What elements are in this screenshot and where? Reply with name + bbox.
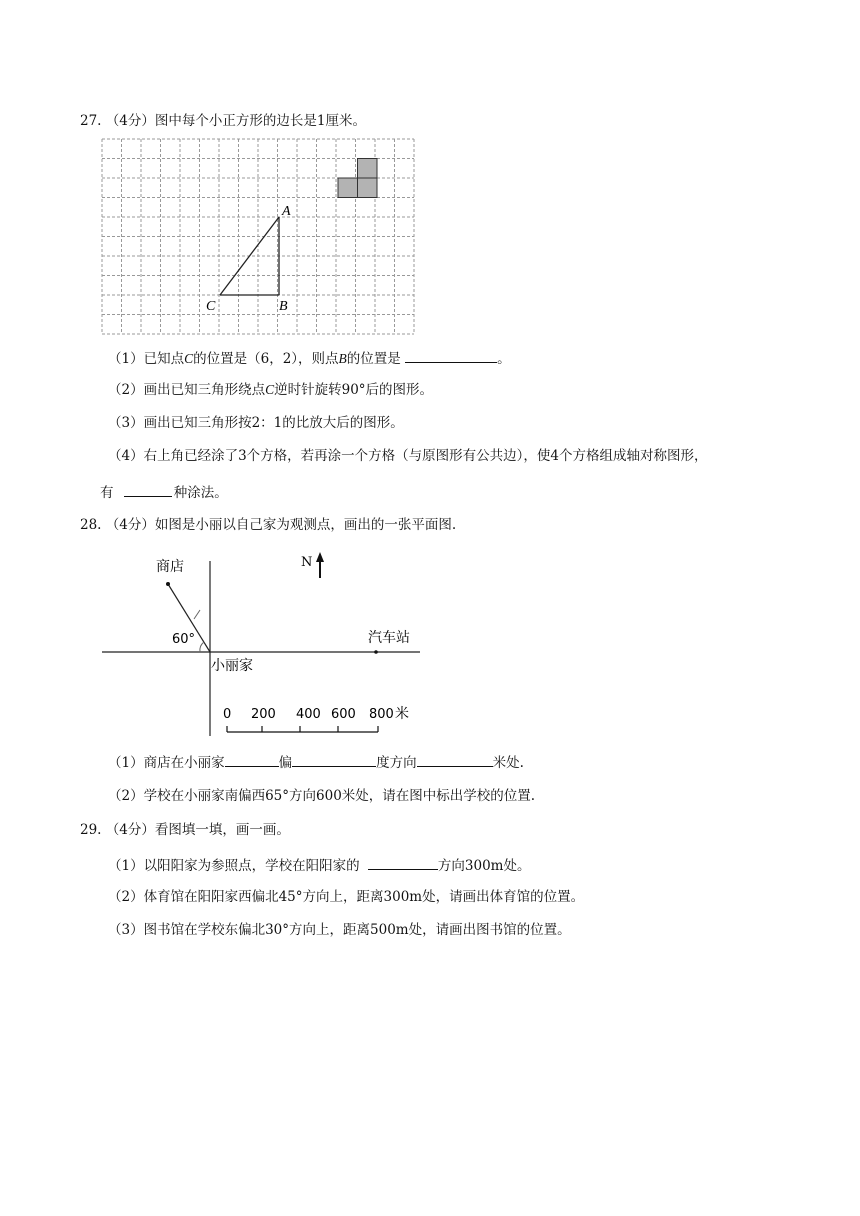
angle-label: 60° xyxy=(172,632,196,647)
q27-sub1 xyxy=(108,348,511,368)
scale-unit: 米 xyxy=(395,706,409,722)
label-a: A xyxy=(282,204,291,219)
scale-tick-800: 800 xyxy=(369,707,394,722)
q27-sub2 xyxy=(108,381,433,399)
north-label: N xyxy=(301,555,313,570)
shop-label: 商店 xyxy=(156,559,184,575)
q29-sub3 xyxy=(108,921,571,939)
q28-map-figure xyxy=(100,546,422,738)
q27-s2-point-c: C xyxy=(265,382,275,397)
q27-s4-text-a: 有 xyxy=(100,485,114,501)
scale-tick-400: 400 xyxy=(296,707,321,722)
q27-sub3 xyxy=(108,414,404,432)
bus-station-point xyxy=(374,650,378,654)
q28-s1-text-b: 偏 xyxy=(278,755,293,771)
q28-s1-blank-2[interactable] xyxy=(292,752,376,767)
q29-header xyxy=(80,821,290,839)
q28-s1-text-d: 米处. xyxy=(492,755,524,771)
q27-s4-text: （4）右上角已经涂了3个方格，若再涂一个方格（与原图形有公共边），使4个方格组成轴对称图形， xyxy=(108,448,708,464)
q28-header xyxy=(80,516,456,534)
north-arrow-icon xyxy=(316,552,324,578)
q27-s4-text-b: 种涂法。 xyxy=(173,485,228,501)
q27-s2-text-a: （2）画出已知三角形绕点 xyxy=(108,382,266,398)
q27-s2-text-c: 逆时针旋转90°后的图形。 xyxy=(274,382,434,398)
q29-s3-text: （3）图书馆在学校东偏北30°方向上，距离500m处，请画出图书馆的位置。 xyxy=(108,922,571,938)
scale-tick-200: 200 xyxy=(251,707,276,722)
q27-s1-answer-blank[interactable] xyxy=(405,348,497,363)
q27-s1-point-b: B xyxy=(338,351,347,366)
q27-header xyxy=(80,112,366,130)
q29-points: （4分） xyxy=(105,822,155,838)
q28-s1-text-c: 度方向 xyxy=(376,755,417,771)
shaded-squares xyxy=(338,159,377,198)
q28-number: 28. xyxy=(80,517,102,533)
shop-point xyxy=(166,582,170,586)
q27-sub4-line2 xyxy=(100,482,228,502)
q28-s1-text-a: （1）商店在小丽家 xyxy=(108,755,225,771)
q27-sub4-line1 xyxy=(108,447,708,465)
q28-stem: 如图是小丽以自己家为观测点，画出的一张平面图. xyxy=(154,517,457,533)
q27-s1-point-c: C xyxy=(184,351,194,366)
q27-s1-text-e: 的位置是 xyxy=(346,351,401,367)
q28-s1-blank-3[interactable] xyxy=(417,752,493,767)
q29-s1-answer-blank[interactable] xyxy=(368,855,438,870)
q29-stem: 看图填一填，画一画。 xyxy=(154,822,290,838)
q29-s1-text-b: 方向300m处。 xyxy=(437,858,531,874)
q27-s3-text: （3）画出已知三角形按2：1的比放大后的图形。 xyxy=(108,415,404,431)
bus-station-label: 汽车站 xyxy=(368,630,410,646)
scale-bar xyxy=(223,705,409,732)
q29-sub1 xyxy=(108,855,530,875)
q29-sub2 xyxy=(108,888,584,906)
q27-s1-text-f: 。 xyxy=(497,351,511,367)
scale-tick-0: 0 xyxy=(223,707,232,722)
q28-s1-blank-1[interactable] xyxy=(225,752,279,767)
q27-stem: 图中每个小正方形的边长是1厘米。 xyxy=(154,113,366,129)
q27-s1-text-b: 的位置是（6，2），则点 xyxy=(193,351,339,367)
q28-sub1 xyxy=(108,752,524,772)
q28-sub2 xyxy=(108,787,535,805)
q27-s1-text-a: （1）已知点 xyxy=(108,351,185,367)
label-c: C xyxy=(206,299,216,314)
home-label: 小丽家 xyxy=(211,658,253,674)
q28-s2-text: （2）学校在小丽家南偏西65°方向600米处，请在图中标出学校的位置. xyxy=(108,788,536,804)
q27-grid-figure xyxy=(100,137,418,339)
angle-arc xyxy=(200,642,204,652)
label-b: B xyxy=(279,299,288,314)
scale-tick-600: 600 xyxy=(331,707,356,722)
shop-tick-mark xyxy=(194,610,200,619)
q29-s1-text-a: （1）以阳阳家为参照点，学校在阳阳家的 xyxy=(108,858,360,874)
q29-number: 29. xyxy=(80,822,102,838)
q28-points: （4分） xyxy=(105,517,155,533)
q27-points: （4分） xyxy=(105,113,155,129)
q27-number: 27. xyxy=(80,113,102,129)
q29-s2-text: （2）体育馆在阳阳家西偏北45°方向上，距离300m处，请画出体育馆的位置。 xyxy=(108,889,585,905)
q27-s4-answer-blank[interactable] xyxy=(124,482,172,497)
